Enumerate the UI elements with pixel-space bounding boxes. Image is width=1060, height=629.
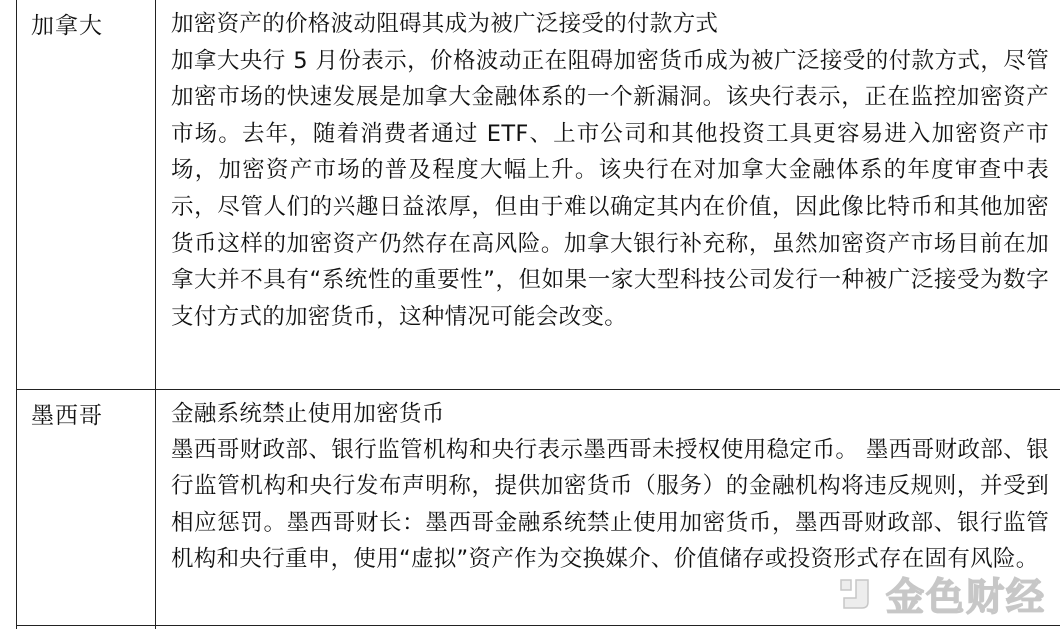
content-cell [171,396,1049,577]
column-divider [155,390,156,629]
watermark [838,566,1046,621]
column-divider [155,0,156,389]
country-cell: 墨西哥 [31,403,103,429]
policy-title: 加密资产的价格波动阻碍其成为被广泛接受的付款方式 [171,11,719,37]
policy-title: 金融系统禁止使用加密货币 [171,401,445,427]
policy-body: 墨西哥财政部、银行监管机构和央行表示墨西哥未授权使用稳定币。 墨西哥财政部、银行监管机构和央行发布声明称，提供加密货币（服务）的金融机构将违反规则，并受到相应惩罚。墨西哥财长：墨西哥金融系统禁止使用加密货币，墨西哥财政部、银行监管机构和央行重申，使用“虚拟”资产作为交换媒介、价值储存或投资形式存在固有风险。 [171,437,1049,572]
regulation-table [16,0,1060,629]
row-bottom-border [17,625,1060,626]
jinse-logo-icon [838,574,878,614]
table-row [17,0,1060,390]
country-cell: 加拿大 [31,13,103,39]
watermark-text: 金色财经 [885,575,1046,619]
content-cell [171,6,1049,335]
policy-body: 加拿大央行 5 月份表示，价格波动正在阻碍加密货币成为被广泛接受的付款方式，尽管加密市场的快速发展是加拿大金融体系的一个新漏洞。该央行表示，正在监控加密资产市场。去年，随着消费者通过 ETF、上市公司和其他投资工具更容易进入加密资产市场，加密资产市场的普及程度大幅上升。该央行在对加拿大金融体系的年度审查中表示，尽管人们的兴趣日益浓厚，但由于难以确定其内在价值，因此像比特币和其他加密货币这样的加密资产仍然存在高风险。加拿大银行补充称，虽然加密资产市场目前在加拿大并不具有“系统性的重要性”，但如果一家大型科技公司发行一种被广泛接受为数字支付方式的加密货币，这种情况可能会改变。 [171,47,1049,330]
